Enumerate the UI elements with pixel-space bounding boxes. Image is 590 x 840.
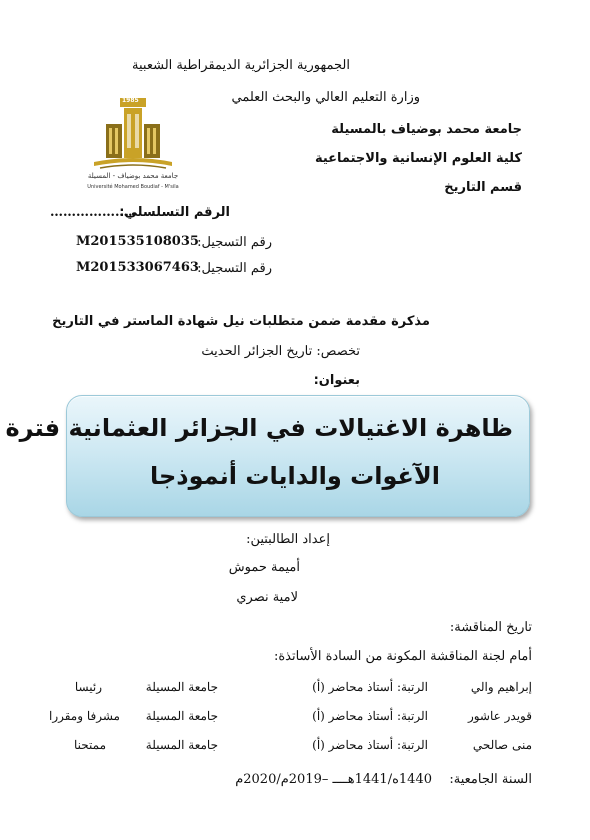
member-role: ممتحنا — [73, 738, 106, 752]
committee-label: أمام لجنة المناقشة المكونة من السادة الأساتذة: — [273, 649, 532, 664]
faculty-name: كلية العلوم الإنسانية والاجتماعية — [314, 151, 522, 166]
member-university: جامعة المسيلة — [145, 680, 218, 694]
logo-arabic-name: جامعة محمد بوضياف - المسيلة — [87, 172, 179, 180]
logo-year: 1985 — [122, 97, 139, 104]
registration-label-2: رقم التسجيل: — [197, 261, 272, 276]
student-name-1: أميمة حموش — [228, 560, 300, 575]
member-rank: الرتبة: أستاذ محاضر (أ) — [312, 680, 428, 694]
students-label: إعداد الطالبتين: — [246, 532, 330, 547]
serial-value: ……………….. — [50, 205, 138, 220]
defense-date-label: تاريخ المناقشة: — [449, 620, 532, 635]
member-university: جامعة المسيلة — [145, 738, 218, 752]
registration-number-1: M201535108035 — [76, 234, 199, 249]
academic-year-value: 1440ه/1441هــــ –2019م/2020م — [235, 772, 432, 787]
member-name: منى صالحي — [472, 738, 532, 752]
member-name: إبراهيم والي — [470, 680, 532, 694]
member-rank: الرتبة: أستاذ محاضر (أ) — [312, 709, 428, 723]
registration-number-2: M201533067463 — [76, 260, 199, 275]
member-rank: الرتبة: أستاذ محاضر (أ) — [312, 738, 428, 752]
university-logo — [80, 96, 186, 200]
ministry-name: وزارة التعليم العالي والبحث العلمي — [231, 90, 420, 105]
memoir-title-box — [5, 395, 530, 517]
academic-year-label: السنة الجامعية: — [449, 772, 532, 787]
student-name-2: لامية نصري — [236, 590, 298, 605]
memoir-title-line-1: ظاهرة الاغتيالات في الجزائر العثمانية فترة — [5, 414, 513, 442]
republic-name: الجمهورية الجزائرية الديمقراطية الشعبية — [132, 58, 350, 73]
memoir-specialty: تخصص: تاريخ الجزائر الحديث — [201, 344, 360, 359]
memoir-title-label: بعنوان: — [313, 373, 360, 388]
department-name: قسم التاريخ — [444, 180, 522, 195]
serial-label: الرقم التسلسلي: — [119, 205, 230, 220]
logo-french-name: Université Mohamed Boudiaf - M'sila — [87, 184, 179, 190]
member-role: رئيسا — [74, 680, 102, 694]
memoir-description: مذكرة مقدمة ضمن متطلبات نيل شهادة الماستر في التاريخ — [52, 314, 430, 329]
member-name: قويدر عاشور — [467, 709, 532, 723]
member-role: مشرفا ومقررا — [48, 709, 120, 723]
member-university: جامعة المسيلة — [145, 709, 218, 723]
registration-label-1: رقم التسجيل: — [197, 235, 272, 250]
memoir-title-line-2: الآغوات والدايات أنموذجا — [150, 462, 440, 490]
university-name: جامعة محمد بوضياف بالمسيلة — [331, 122, 522, 137]
